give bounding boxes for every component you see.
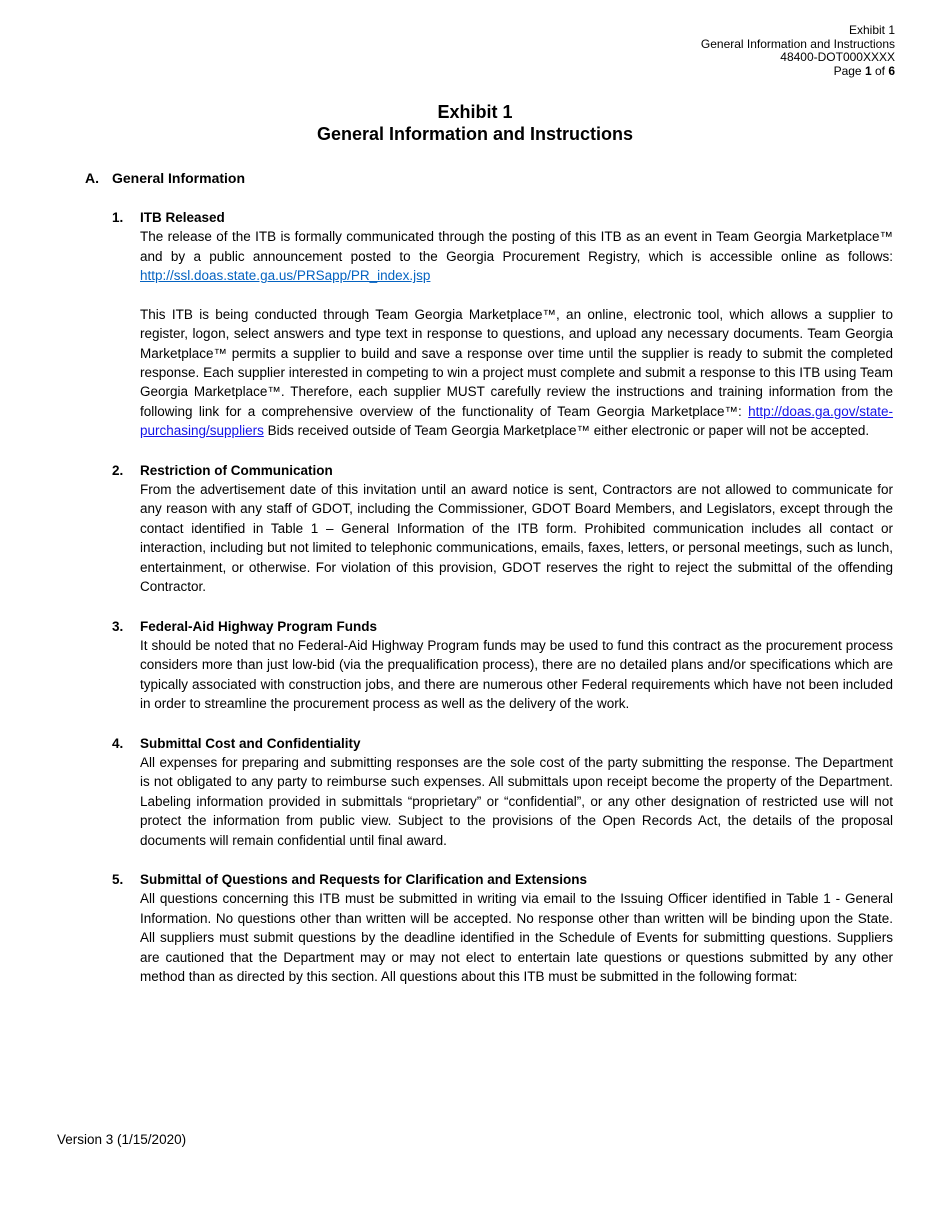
list-item-submittal-of-questions xyxy=(112,870,893,986)
pr-registry-link[interactable]: http://ssl.doas.state.ga.us/PRSapp/PR_index.jsp xyxy=(140,268,431,284)
item-number: 3. xyxy=(112,618,124,634)
page-label-prefix: Page xyxy=(833,64,865,79)
title-line-2: General Information and Instructions xyxy=(316,124,634,145)
state-purchasing-link[interactable]: http://doas.ga.gov/state-purchasing/suppliers xyxy=(140,403,893,439)
list-item-itb-released xyxy=(112,208,893,441)
document-title xyxy=(0,101,950,146)
header-exhibit-line: Exhibit 1 xyxy=(848,23,895,37)
item-paragraph: From the advertisement date of this invitation until an award notice is sent, Contractors are not allowed to communicate for any reason with any staff of GDOT, including the Commissioner, GDOT Board Members, and Legislators, except through the contact identified in Table 1 – General Information of the ITB form. Prohibited communication includes all contact or interaction, including but not limited to telephonic communications, emails, faxes, letters, or personal meetings, such as lunch, entertainment, or otherwise. For violation of this provision, GDOT reserves the right to reject the submittal of the offending Contractor. xyxy=(140,482,893,595)
section-a-heading xyxy=(85,169,950,188)
section-letter: A. xyxy=(85,169,99,186)
item-paragraph: All expenses for preparing and submitting responses are the sole cost of the party submitting the response. The Department is not obligated to any party to reimburse such expenses. All submittals upon receipt become the property of the Department. Labeling information provided in submittals “proprietary” or “confidential”, or any other designation of restricted use will not protect the information from public view. Subject to the provisions of the Open Records Act, the details of the proposal documents will remain confidential until final award. xyxy=(140,754,893,848)
list-item-federal-aid-funds xyxy=(112,617,893,714)
item-number: 2. xyxy=(112,462,124,478)
item-number: 5. xyxy=(112,871,124,887)
item-heading: ITB Released xyxy=(140,209,225,225)
paragraph-text: Bids received outside of Team Georgia Marketplace™ either electronic or paper will not be accepted. xyxy=(263,423,870,439)
header-page-label xyxy=(0,65,895,79)
version-footer: Version 3 (1/15/2020) xyxy=(57,1132,187,1147)
list-item-restriction-of-communication xyxy=(112,461,893,597)
paragraph-text: This ITB is being conducted through Team Georgia Marketplace™, an online, electronic tool, which allows a supplier to register, logon, select answers and type text in response to questions, and upload any necessary documents. Team Georgia Marketplace™ permits a supplier to build and save a response over time until the supplier is ready to submit the completed response. Each supplier interested in competing to win a project must complete and submit a response to this ITB using Team Georgia Marketplace™. Therefore, each supplier MUST carefully review the instructions and training information from the following link for a comprehensive overview of the functionality of Team Georgia Marketplace™: xyxy=(140,306,893,419)
item-number: 1. xyxy=(112,209,124,225)
section-heading-label: General Information xyxy=(112,169,246,186)
item-heading: Submittal of Questions and Requests for Clarification and Extensions xyxy=(140,871,588,887)
item-paragraph: All questions concerning this ITB must be submitted in writing via email to the Issuing Officer identified in Table 1 - General Information. No questions other than written will be accepted. No response other than written will be binding upon the State. All suppliers must submit questions by the deadline identified in the Schedule of Events for submitting questions. Suppliers are cautioned that the Department may or may not elect to entertain late questions or questions submitted by any other method than as directed by this section. All questions about this ITB must be submitted in the following format: xyxy=(140,891,893,985)
item-heading: Restriction of Communication xyxy=(140,462,333,478)
running-header xyxy=(0,0,950,79)
page-label-middle: of xyxy=(871,64,889,79)
item-number: 4. xyxy=(112,735,124,751)
page-number: 1 xyxy=(864,64,872,79)
paragraph-text: The release of the ITB is formally communicated through the posting of this ITB as an event in Team Georgia Marketplace™ and by a public announcement posted to the Georgia Procurement Registry, which is accessible online as follows: xyxy=(140,229,893,264)
header-doc-number: 48400-DOT000XXXX xyxy=(780,50,895,65)
item-paragraph: It should be noted that no Federal-Aid Highway Program funds may be used to fund this contract as the procurement process considers more than just low-bid (via the prequalification process), there are no detailed plans and/or specifications which are typically associated with construction jobs, and there are numerous other Federal requirements which have not been included in order to streamline the procurement process as well as the delivery of the work. xyxy=(140,637,893,712)
title-line-1: Exhibit 1 xyxy=(437,101,513,122)
item-heading: Submittal Cost and Confidentiality xyxy=(140,735,361,751)
header-title-line: General Information and Instructions xyxy=(700,36,895,51)
page-total: 6 xyxy=(888,64,895,79)
list-item-submittal-cost xyxy=(112,734,893,850)
item-paragraph xyxy=(140,305,893,441)
item-heading: Federal-Aid Highway Program Funds xyxy=(140,618,378,634)
item-paragraph xyxy=(140,227,893,285)
